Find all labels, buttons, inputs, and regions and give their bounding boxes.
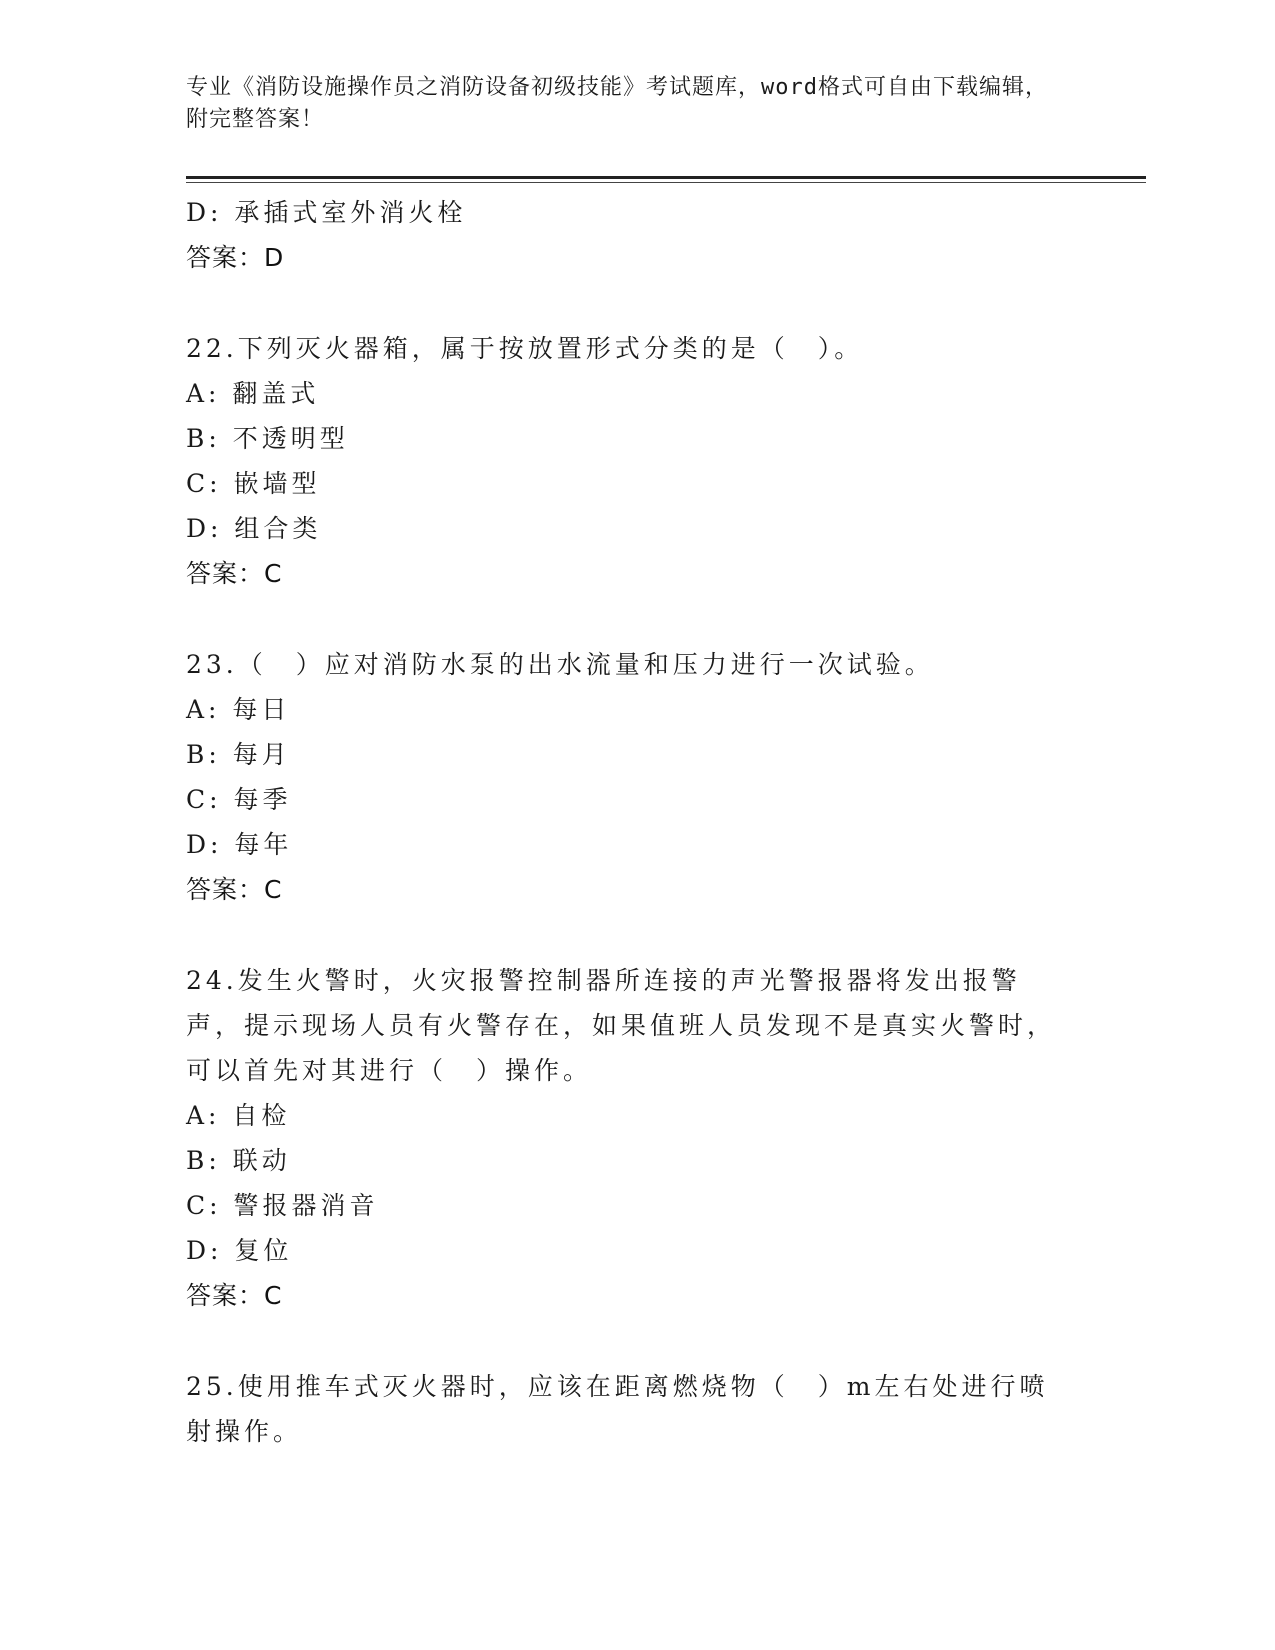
option-c: C: 每季	[186, 785, 292, 814]
option-b: B: 每月	[186, 740, 291, 769]
header-divider-thick	[186, 176, 1146, 179]
question-stem: 22.下列灭火器箱，属于按放置形式分类的是（ ）。	[186, 334, 864, 363]
question-list	[186, 190, 1066, 1454]
question-answer: 答案：C	[186, 559, 283, 588]
question-24	[186, 958, 1066, 1318]
option-c: C: 嵌墙型	[186, 469, 321, 498]
question-stem: 23.（ ）应对消防水泵的出水流量和压力进行一次试验。	[186, 650, 934, 679]
question-answer: 答案：C	[186, 875, 283, 904]
option-d: D: 每年	[186, 830, 293, 859]
option-a: A: 翻盖式	[186, 379, 320, 408]
spacer	[186, 912, 1066, 958]
prev-question-option-d: D: 承插式室外消火栓	[186, 198, 467, 227]
question-answer: 答案：C	[186, 1281, 283, 1310]
document-header: 专业《消防设施操作员之消防设备初级技能》考试题库，word格式可自由下载编辑，附完整答案！	[186, 75, 1048, 132]
question-22	[186, 326, 1066, 596]
spacer	[186, 1318, 1066, 1364]
option-d: D: 复位	[186, 1236, 293, 1265]
spacer	[186, 280, 1066, 326]
option-d: D: 组合类	[186, 514, 322, 543]
question-stem: 24.发生火警时，火灾报警控制器所连接的声光警报器将发出报警声，提示现场人员有火警存在，如果值班人员发现不是真实火警时，可以首先对其进行（ ）操作。	[186, 966, 1057, 1085]
header-divider-thin	[186, 182, 1146, 183]
question-stem: 25.使用推车式灭火器时，应该在距离燃烧物（ ）m左右处进行喷射操作。	[186, 1372, 1049, 1446]
option-b: B: 不透明型	[186, 424, 349, 453]
question-23	[186, 642, 1066, 912]
option-c: C: 警报器消音	[186, 1191, 379, 1220]
option-a: A: 每日	[186, 695, 291, 724]
prev-question-answer: 答案：D	[186, 243, 285, 272]
spacer	[186, 596, 1066, 642]
option-a: A: 自检	[186, 1101, 291, 1130]
question-25	[186, 1364, 1066, 1454]
option-b: B: 联动	[186, 1146, 291, 1175]
